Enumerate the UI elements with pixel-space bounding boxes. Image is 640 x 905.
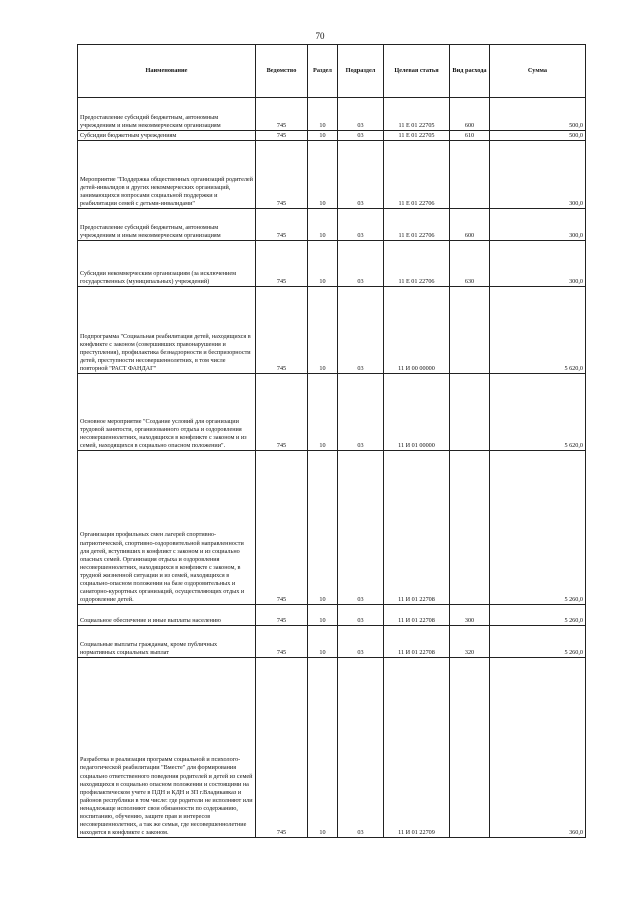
cell-dept: 745 bbox=[256, 374, 308, 451]
cell-type bbox=[450, 141, 490, 209]
table-row bbox=[78, 451, 586, 605]
cell-dept: 745 bbox=[256, 658, 308, 838]
cell-name: Мероприятие "Поддержка общественных организаций родителей детей-инвалидов и других некоммерческих организаций, занимающихся вопросами социальной поддержки и реабилитации семей с детьми-инвалидами" bbox=[78, 141, 256, 209]
cell-dept: 745 bbox=[256, 98, 308, 131]
cell-name: Субсидии бюджетным учреждениям bbox=[78, 131, 256, 141]
cell-sum: 5 260,0 bbox=[490, 605, 586, 626]
cell-sum: 500,0 bbox=[490, 131, 586, 141]
cell-subsection: 03 bbox=[338, 141, 384, 209]
header-name: Наименование bbox=[78, 45, 256, 98]
header-type: Вид расхода bbox=[450, 45, 490, 98]
cell-target: 11 И 01 22709 bbox=[384, 658, 450, 838]
cell-dept: 745 bbox=[256, 131, 308, 141]
cell-section: 10 bbox=[308, 141, 338, 209]
cell-section: 10 bbox=[308, 605, 338, 626]
table-row bbox=[78, 287, 586, 374]
header-sum: Сумма bbox=[490, 45, 586, 98]
cell-name: Подпрограмма "Социальная реабилитация детей, находящихся в конфликте с законом (совершивших правонарушения и преступления), профилактика безнадзорности и беспризорности детей, преступности несовершеннолетних, в том числе повторной "РАСТ ФАНДАГ" bbox=[78, 287, 256, 374]
cell-type: 610 bbox=[450, 131, 490, 141]
page-number: 70 bbox=[315, 31, 325, 41]
cell-target: 11 Е 01 22706 bbox=[384, 241, 450, 287]
cell-type: 630 bbox=[450, 241, 490, 287]
cell-section: 10 bbox=[308, 209, 338, 241]
table-row bbox=[78, 658, 586, 838]
cell-type bbox=[450, 287, 490, 374]
cell-section: 10 bbox=[308, 241, 338, 287]
cell-sum: 500,0 bbox=[490, 98, 586, 131]
cell-target: 11 Е 01 22705 bbox=[384, 131, 450, 141]
cell-subsection: 03 bbox=[338, 98, 384, 131]
cell-dept: 745 bbox=[256, 626, 308, 658]
cell-subsection: 03 bbox=[338, 287, 384, 374]
cell-name: Организация профильных смен лагерей спортивно-патриотической, спортивно-оздоровительной направленности для детей, вступивших в конфликт с законом и из социально опасных семей. Организация отдыха и оздоровления несовершеннолетних, находящихся в конфликте с законом, в трудной жизненной ситуации и из семей, находящихся в социально-опасном положении на базе оздоровительных и санаторно-курортных организаций, осуществляющих отдых и оздоровление детей. bbox=[78, 451, 256, 605]
cell-subsection: 03 bbox=[338, 626, 384, 658]
cell-target: 11 И 01 22708 bbox=[384, 626, 450, 658]
cell-sum: 5 620,0 bbox=[490, 287, 586, 374]
cell-type: 600 bbox=[450, 209, 490, 241]
table-row bbox=[78, 209, 586, 241]
cell-section: 10 bbox=[308, 131, 338, 141]
cell-target: 11 И 01 00000 bbox=[384, 374, 450, 451]
cell-subsection: 03 bbox=[338, 605, 384, 626]
cell-sum: 5 260,0 bbox=[490, 626, 586, 658]
table-row bbox=[78, 98, 586, 131]
cell-sum: 5 260,0 bbox=[490, 451, 586, 605]
cell-sum: 360,0 bbox=[490, 658, 586, 838]
cell-subsection: 03 bbox=[338, 658, 384, 838]
cell-target: 11 И 00 00000 bbox=[384, 287, 450, 374]
cell-section: 10 bbox=[308, 374, 338, 451]
cell-target: 11 И 01 22708 bbox=[384, 451, 450, 605]
cell-dept: 745 bbox=[256, 605, 308, 626]
cell-type: 600 bbox=[450, 98, 490, 131]
cell-subsection: 03 bbox=[338, 451, 384, 605]
cell-subsection: 03 bbox=[338, 241, 384, 287]
cell-name: Социальное обеспечение и иные выплаты населению bbox=[78, 605, 256, 626]
cell-section: 10 bbox=[308, 658, 338, 838]
cell-subsection: 03 bbox=[338, 131, 384, 141]
cell-dept: 745 bbox=[256, 241, 308, 287]
header-target: Целевая статья bbox=[384, 45, 450, 98]
cell-dept: 745 bbox=[256, 451, 308, 605]
cell-section: 10 bbox=[308, 451, 338, 605]
table-row bbox=[78, 626, 586, 658]
cell-type bbox=[450, 658, 490, 838]
cell-name: Субсидии некоммерческим организациям (за исключением государственных (муниципальных) учреждений) bbox=[78, 241, 256, 287]
cell-subsection: 03 bbox=[338, 209, 384, 241]
cell-target: 11 И 01 22708 bbox=[384, 605, 450, 626]
cell-subsection: 03 bbox=[338, 374, 384, 451]
budget-table bbox=[77, 44, 586, 838]
table-row bbox=[78, 241, 586, 287]
table-header bbox=[78, 45, 586, 98]
cell-dept: 745 bbox=[256, 141, 308, 209]
table-row bbox=[78, 374, 586, 451]
cell-name: Предоставление субсидий бюджетным, автономным учреждениям и иным некоммерческим организациям bbox=[78, 209, 256, 241]
cell-section: 10 bbox=[308, 287, 338, 374]
cell-type: 300 bbox=[450, 605, 490, 626]
cell-sum: 5 620,0 bbox=[490, 374, 586, 451]
cell-section: 10 bbox=[308, 98, 338, 131]
cell-type bbox=[450, 374, 490, 451]
cell-dept: 745 bbox=[256, 209, 308, 241]
cell-dept: 745 bbox=[256, 287, 308, 374]
cell-sum: 300,0 bbox=[490, 209, 586, 241]
cell-section: 10 bbox=[308, 626, 338, 658]
header-section: Раздел bbox=[308, 45, 338, 98]
cell-name: Предоставление субсидий бюджетным, автономным учреждениям и иным некоммерческим организациям bbox=[78, 98, 256, 131]
table-body bbox=[78, 98, 586, 838]
cell-target: 11 Е 01 22706 bbox=[384, 141, 450, 209]
cell-target: 11 Е 01 22706 bbox=[384, 209, 450, 241]
cell-type bbox=[450, 451, 490, 605]
cell-type: 320 bbox=[450, 626, 490, 658]
cell-name: Разработка и реализация программ социальной и психолого-педагогической реабилитации "Вместе" для формирования социально ответственного поведения родителей и детей из семей находящихся в социально опасном положении и состоящими на профилактическом учете в ПДН и КДН и ЗП г.Владикавказ и районов республики в том числе: где родители не исполняют или ненадлежаще исполняют свои обязанности по содержанию, воспитанию, обучению, защите прав и интересов несовершеннолетних, а так же семьи, где несовершеннолетние находятся в конфликте с законом. bbox=[78, 658, 256, 838]
cell-target: 11 Е 01 22705 bbox=[384, 98, 450, 131]
cell-sum: 300,0 bbox=[490, 141, 586, 209]
cell-name: Социальные выплаты гражданам, кроме публичных нормативных социальных выплат bbox=[78, 626, 256, 658]
cell-sum: 300,0 bbox=[490, 241, 586, 287]
header-subsection: Подраздел bbox=[338, 45, 384, 98]
table-row bbox=[78, 131, 586, 141]
table-row bbox=[78, 605, 586, 626]
cell-name: Основное мероприятие "Создание условий для организации трудовой занятости, организованного отдыха и оздоровления несовершеннолетних, находящихся в конфликте с законом и из семей, находящихся в социально опасном положении". bbox=[78, 374, 256, 451]
table-row bbox=[78, 141, 586, 209]
header-dept: Ведомство bbox=[256, 45, 308, 98]
